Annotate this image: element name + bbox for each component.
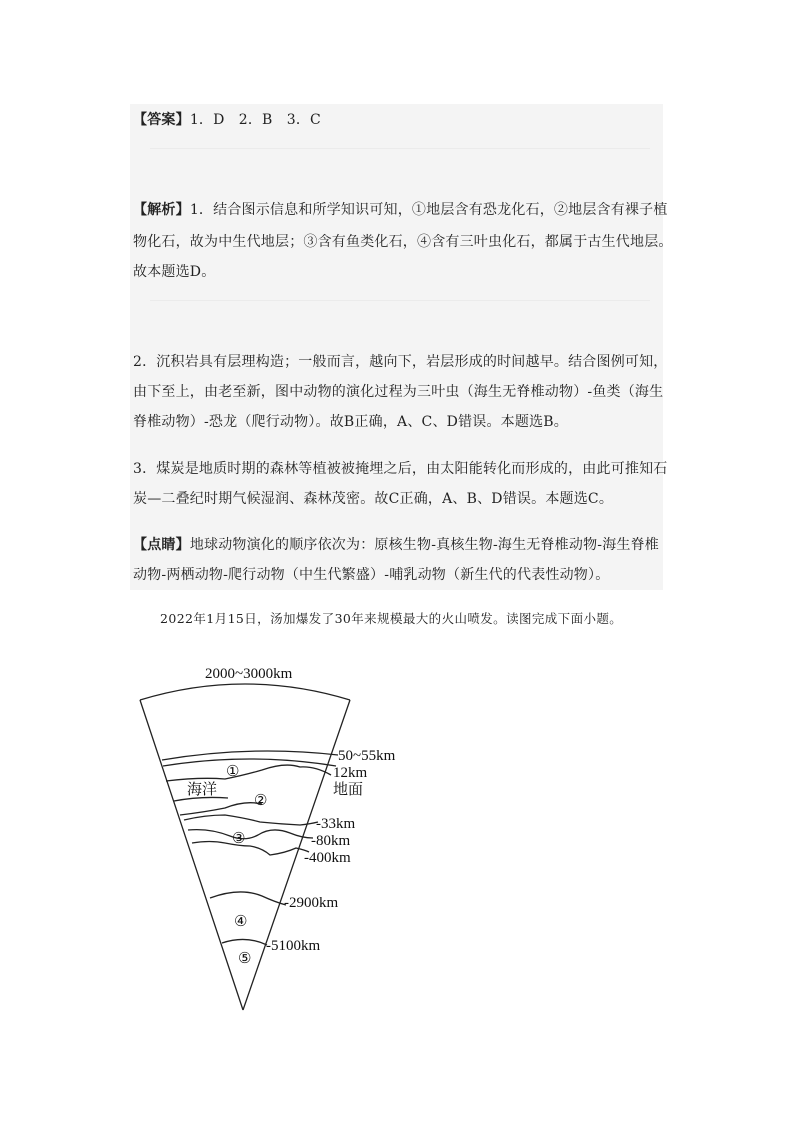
- ground-label: 地面: [333, 782, 364, 798]
- tip-text-1: 地球动物演化的顺序依次为：原核生物-真核生物-海生无脊椎动物-海生脊椎: [189, 537, 660, 553]
- depth-label-33km: -33km: [316, 816, 356, 832]
- wedge-left-side: [140, 700, 246, 1010]
- depth-label-12km: 12km: [333, 765, 368, 781]
- analysis-p2-line-2: 由下至上，由老至新，图中动物的演化过程为三叶虫（海生无脊椎动物）-鱼类（海生: [133, 384, 664, 400]
- moho-line: [180, 803, 262, 815]
- tip-line-2: 动物-两栖动物-爬行动物（中生代繁盛）-哺乳动物（新生代的代表性动物）。: [133, 567, 610, 583]
- boundary-33km: [184, 815, 318, 825]
- ocean-label: 海洋: [187, 782, 218, 798]
- layer-marker-1: ①: [226, 764, 240, 780]
- surface-arc: [140, 684, 350, 700]
- depth-label-80km: -80km: [311, 833, 351, 849]
- depth-label-2900km: -2900km: [284, 895, 339, 911]
- analysis-p1-line-1: 1．结合图示信息和所学知识可知，①地层含有恐龙化石，②地层含有裸子植: [189, 202, 668, 218]
- tip-tag: 【点睛】: [133, 537, 190, 553]
- boundary-5100km: [222, 939, 267, 945]
- analysis-p1-line-3: 故本题选D。: [133, 264, 216, 280]
- answer-tag: 【答案】: [133, 112, 190, 128]
- analysis-p1-line-2: 物化石，故为中生代地层；③含有鱼类化石，④含有三叶虫化石，都属于古生代地层。: [133, 234, 673, 250]
- boundary-2900km: [210, 892, 286, 905]
- crust-arc-2: [163, 759, 336, 766]
- depth-label-400km: -400km: [304, 850, 351, 866]
- analysis-p3-line-2: 炭—二叠纪时期气候湿润、森林茂密。故C正确，A、B、D错误。本题选C。: [133, 491, 614, 507]
- boundary-400km: [192, 842, 309, 856]
- layer-marker-4: ④: [234, 914, 248, 930]
- depth-label-50-55km: 50~55km: [338, 748, 396, 764]
- analysis-p2-line-3: 脊椎动物）-恐龙（爬行动物）。故B正确，A、C、D错误。本题选B。: [133, 414, 568, 430]
- analysis-p3-line-1: 3．煤炭是地质时期的森林等植被被掩埋之后，由太阳能转化而形成的，由此可推知石: [133, 461, 668, 477]
- answer-text: 1．D 2．B 3．C: [189, 112, 321, 128]
- top-width-label: 2000~3000km: [205, 666, 293, 682]
- analysis-p2-line-1: 2．沉积岩具有层理构造；一般而言，越向下，岩层形成的时间越早。结合图例可知，: [133, 354, 668, 370]
- boundary-80km: [188, 830, 313, 839]
- depth-label-5100km: -5100km: [266, 938, 321, 954]
- layer-marker-2: ②: [254, 793, 268, 809]
- layer-marker-5: ⑤: [238, 951, 252, 967]
- layer-marker-3: ③: [232, 831, 246, 847]
- analysis-tag: 【解析】: [133, 202, 190, 218]
- ocean-surface: [166, 765, 331, 781]
- question-caption: 2022年1月15日，汤加爆发了30年来规模最大的火山喷发。读图完成下面小题。: [160, 611, 623, 626]
